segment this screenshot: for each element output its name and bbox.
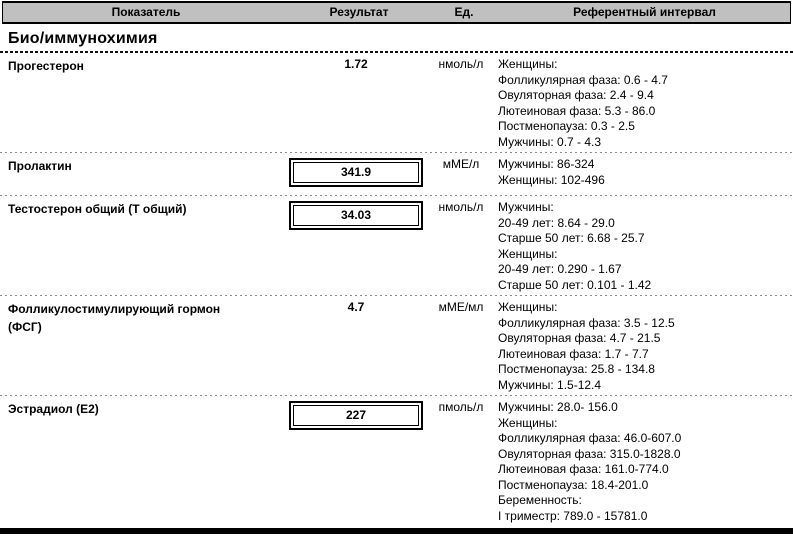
result-value: 34.03 <box>293 205 419 226</box>
result-cell <box>286 57 426 150</box>
reference-line: Мужчины: 28.0- 156.0 <box>498 400 618 414</box>
reference-line: 20-49 лет: 0.290 - 1.67 <box>498 262 622 276</box>
reference-line: Старше 50 лет: 0.101 - 1.42 <box>498 277 652 292</box>
table-row <box>0 196 793 295</box>
result-cell <box>286 200 426 293</box>
result-value: 341.9 <box>293 162 419 183</box>
column-header-unit: Ед. <box>454 5 474 19</box>
reference-list <box>496 300 793 393</box>
reference-line: 20-49 лет: 8.64 - 29.0 <box>498 215 615 230</box>
reference-list <box>496 157 793 193</box>
reference-line: Женщины: <box>498 57 558 71</box>
result-value: 4.7 <box>347 300 365 314</box>
reference-line: Овуляторная фаза: 2.4 - 9.4 <box>498 88 654 102</box>
reference-line: Овуляторная фаза: 4.7 - 21.5 <box>498 331 661 345</box>
reference-line: Женщины: <box>498 246 558 261</box>
reference-line: I триместр: 789.0 - 15781.0 <box>498 508 648 523</box>
indicator-name: Эстрадиол (Е2) <box>8 402 99 416</box>
reference-line: Постменопауза: 0.3 - 2.5 <box>498 119 635 133</box>
table-row <box>0 396 793 526</box>
reference-list <box>496 400 793 524</box>
column-header-reference: Референтный интервал <box>573 5 716 19</box>
result-value: 227 <box>293 405 419 426</box>
result-box <box>289 158 423 187</box>
reference-line: Женщины: <box>498 300 558 314</box>
indicator-name: Пролактин <box>8 159 72 173</box>
reference-line: Фолликулярная фаза: 46.0-607.0 <box>498 431 682 445</box>
reference-line: Старше 50 лет: 6.68 - 25.7 <box>498 231 645 245</box>
result-cell <box>286 157 426 193</box>
result-box <box>289 201 423 230</box>
lab-report-page <box>0 1 793 539</box>
reference-list <box>496 57 793 150</box>
reference-line: Овуляторная фаза: 315.0-1828.0 <box>498 446 681 461</box>
result-cell <box>286 300 426 393</box>
table-row <box>0 296 793 395</box>
result-cell <box>286 400 426 524</box>
indicator-name: Прогестерон <box>8 59 84 73</box>
unit-label: нмоль/л <box>438 200 484 214</box>
bottom-rule <box>0 528 793 534</box>
result-value: 1.72 <box>344 57 368 71</box>
reference-list <box>496 200 793 293</box>
column-header-indicator: Показатель <box>111 5 181 19</box>
indicator-name: Фолликулостимулирующий гормон (ФСГ) <box>8 302 221 334</box>
unit-label: нмоль/л <box>438 57 484 71</box>
reference-line: Мужчины: <box>498 200 554 214</box>
reference-line: Фолликулярная фаза: 3.5 - 12.5 <box>498 315 675 330</box>
reference-line: Фолликулярная фаза: 0.6 - 4.7 <box>498 72 668 87</box>
column-header-result: Результат <box>329 5 389 19</box>
table-header <box>2 1 791 24</box>
result-box <box>289 401 423 430</box>
reference-line: Женщины: 102-496 <box>498 172 605 187</box>
reference-line: Беременность: <box>498 493 582 507</box>
reference-line: Мужчины: 1.5-12.4 <box>498 377 602 392</box>
reference-line: Мужчины: 0.7 - 4.3 <box>498 134 602 149</box>
unit-label: мМЕ/мл <box>438 300 484 314</box>
table-row <box>0 53 793 152</box>
reference-line: Лютеиновая фаза: 161.0-774.0 <box>498 462 669 476</box>
reference-line: Лютеиновая фаза: 5.3 - 86.0 <box>498 103 656 118</box>
reference-line: Мужчины: 86-324 <box>498 157 595 171</box>
indicator-name: Тестостерон общий (Т общий) <box>8 202 187 216</box>
unit-label: мМЕ/л <box>442 157 480 171</box>
reference-line: Постменопауза: 25.8 - 134.8 <box>498 362 655 376</box>
reference-line: Лютеиновая фаза: 1.7 - 7.7 <box>498 346 649 361</box>
unit-label: пмоль/л <box>438 400 484 414</box>
reference-line: Постменопауза: 18.4-201.0 <box>498 477 649 492</box>
section-title: Био/иммунохимия <box>8 30 158 47</box>
reference-line: Женщины: <box>498 415 558 430</box>
table-row <box>0 153 793 195</box>
